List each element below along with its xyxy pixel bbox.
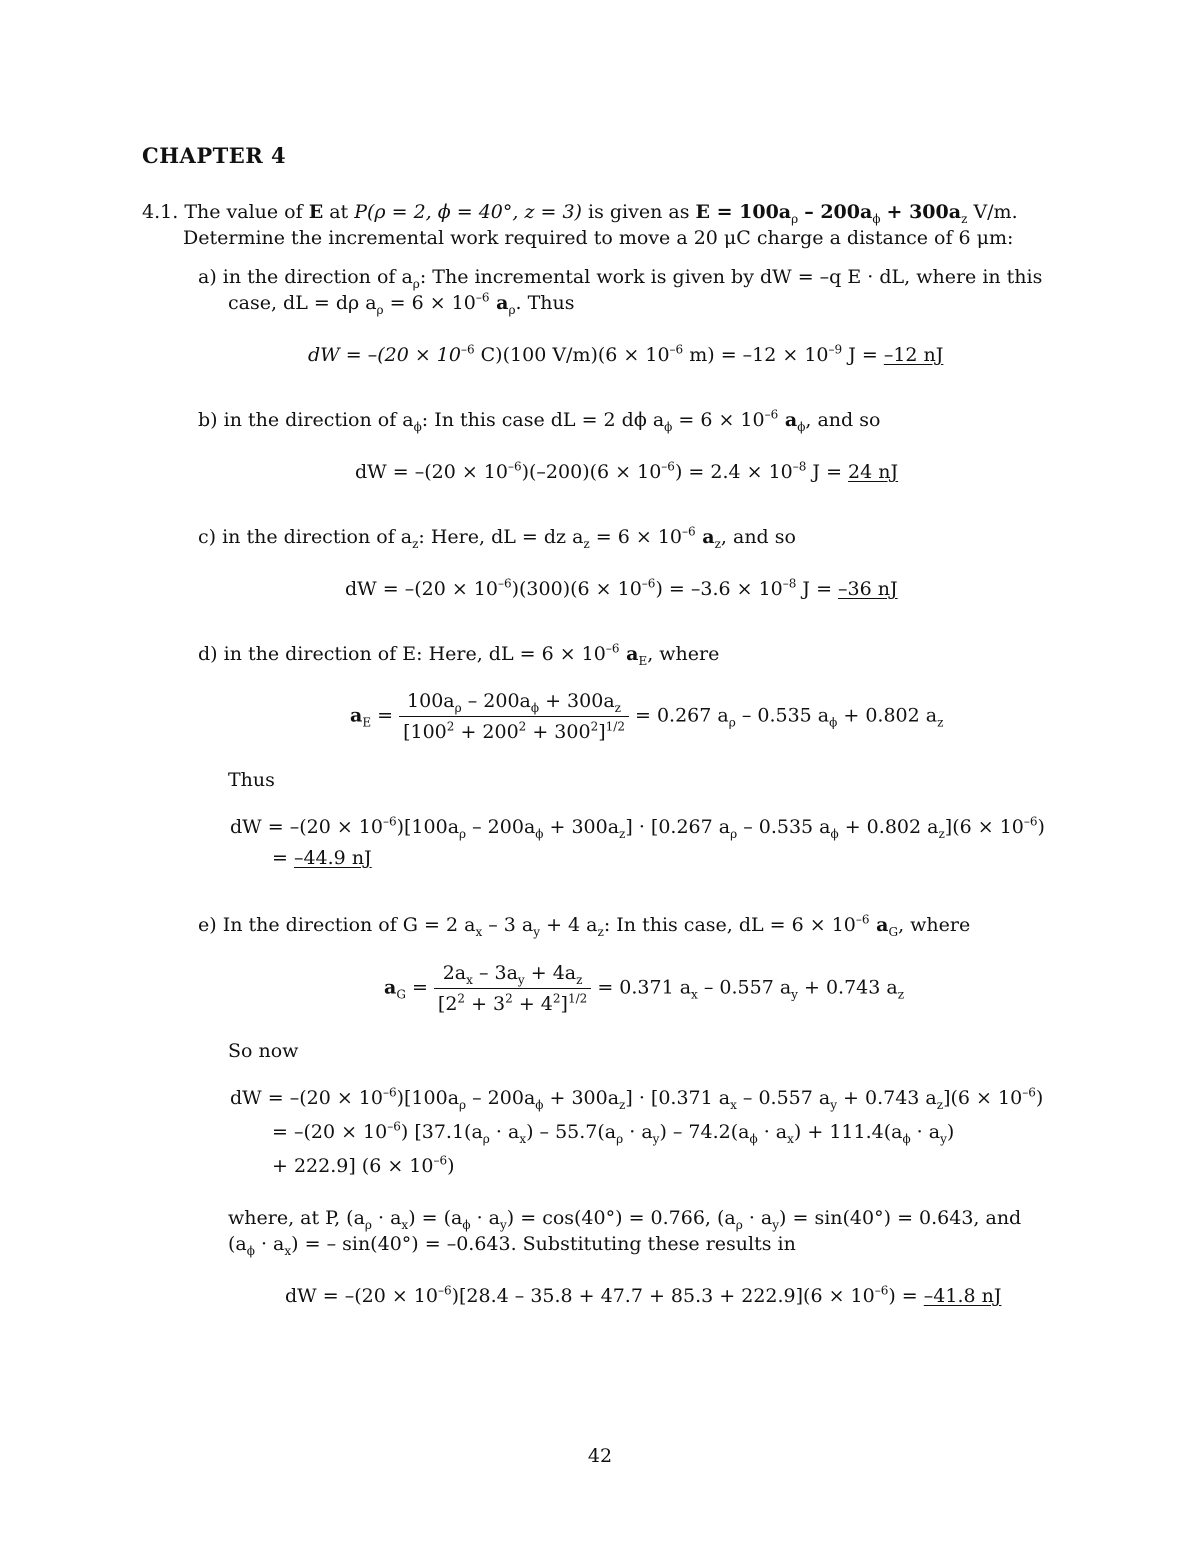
part-a-text-1: a) in the direction of $a_\rho$: The incremental work is given by dW = –q E · dL, where in this [198,266,1043,291]
problem-intro-line-2: Determine the incremental work required to move a 20 μC charge a distance of 6 μm: [183,227,1014,249]
part-d-equation-2: = –44.9 nJ [272,847,372,869]
part-e-equation-1: dW = $-(20 \times 10^{-6})[100a_\rho - 200a_\phi + 300a_z] \cdot [0.371$ $a_x - 0.557$ $a_y + 0.743$ $a_z](6 \times 10^{-6})$ [230,1085,1044,1112]
part-c-result: –36 nJ [838,578,898,600]
part-d-unit-vector: $a_E$ = $\frac{100a_\rho - 200a_\phi + 300a_z}{[100^2 + 200^2 + 300^2]^{1/2}}$ = 0.267 $a_\rho - 0.535$ $a_\phi + 0.802$ $a_z$ [350,690,944,743]
problem-intro-line-1: 4.1. The value of E at P(ρ = 2, ϕ = 40°, z = 3) is given as $E = 100a_\rho - 200a_\phi + 300a_z$ V/m. [142,201,1018,226]
part-b-text-1: b) in the direction of $a_\phi$: In this case dL = 2 dϕ $a_\phi = 6 \times 10^{-6}$ $a_\phi$, and so [198,407,881,434]
part-a-text-2: case, dL = dρ $a_\rho = 6 \times 10^{-6}$ $a_\rho$. Thus [228,290,575,317]
part-d-result: –44.9 nJ [293,847,372,869]
problem-number: 4.1. [142,201,179,223]
part-a-result: –12 nJ [883,344,944,366]
part-e-equation-2: = $-(20 \times 10^{-6})$ [$37.1(a_\rho \cdot a_x) - 55.7(a_\rho \cdot a_y) - 74.2(a_\phi \cdot a_x) + 111.4(a_\phi \cdot a_y)$ [272,1119,955,1146]
part-d-equation-1: dW = $-(20 \times 10^{-6})[100a_\rho - 200a_\phi + 300a_z] \cdot [0.267$ $a_\rho - 0.535$ $a_\phi + 0.802$ $a_z](6 \times 10^{-6})$ [230,814,1045,841]
part-a-equation: dW = $-(20 \times 10^{-6}$ C)(100 $V/m)(6 \times 10^{-6}$ $m) = -12 \times 10^{-9}$ J = –12 nJ [308,342,944,366]
aG-fraction: $\frac{2a_x - 3a_y + 4a_z}{[2^2 + 3^2 + 4^2]^{1/2}}$ [434,960,591,1017]
part-d-thus: Thus [228,769,275,791]
part-b-result: 24 nJ [848,461,899,483]
part-e-where-1: where, at P, $(a_\rho \cdot a_x) = (a_\phi \cdot a_y) = \cos(40^\circ) = 0.766$, $(a_\rho \cdot a_y) = \sin(40^\circ) = 0.643$, and [228,1207,1022,1232]
aE-fraction: $\frac{100a_\rho - 200a_\phi + 300a_z}{[100^2 + 200^2 + 300^2]^{1/2}}$ [399,688,629,745]
part-e-where-2: $(a_\phi \cdot a_x)$ = – sin(40°) = –0.643. Substituting these results in [228,1233,796,1258]
part-e-final-equation: dW = $-(20 \times 10^{-6})[28.4 - 35.8 + 47.7 + 85.3 + 222.9](6 \times 10^{-6}) = -41.8$ nJ [285,1283,1002,1307]
part-e-equation-3: + 222.9] $(6 \times 10^{-6})$ [272,1153,455,1177]
page-number: 42 [587,1445,613,1467]
part-e-result: –41.8 nJ [923,1285,1002,1307]
part-e-so-now: So now [228,1040,299,1062]
part-d-text-1: d) in the direction of E: Here, dL = $6 \times 10^{-6}$ $a_E$, where [198,641,720,668]
part-e-unit-vector: $a_G$ = $\frac{2a_x - 3a_y + 4a_z}{[2^2 + 3^2 + 4^2]^{1/2}}$ = 0.371 $a_x - 0.557$ $a_y + 0.743$ $a_z$ [384,962,905,1015]
part-c-text-1: c) in the direction of $a_z$: Here, dL = dz $a_z = 6 \times 10^{-6}$ $a_z$, and so [198,524,796,551]
part-e-text-1: e) In the direction of G = 2 $a_x - 3$ $a_y + 4$ $a_z$: In this case, dL = $6 \times 10^{-6}$ $a_G$, where [198,912,971,939]
part-c-equation: dW = $-(20 \times 10^{-6})(300)(6 \times 10^{-6}) = -3.6 \times 10^{-8}$ J = –36 nJ [345,576,898,600]
part-b-equation: dW = $-(20 \times 10^{-6})(-200)(6 \times 10^{-6}) = 2.4 \times 10^{-8}$ J = 24 nJ [355,459,899,483]
chapter-title: CHAPTER 4 [142,143,287,168]
